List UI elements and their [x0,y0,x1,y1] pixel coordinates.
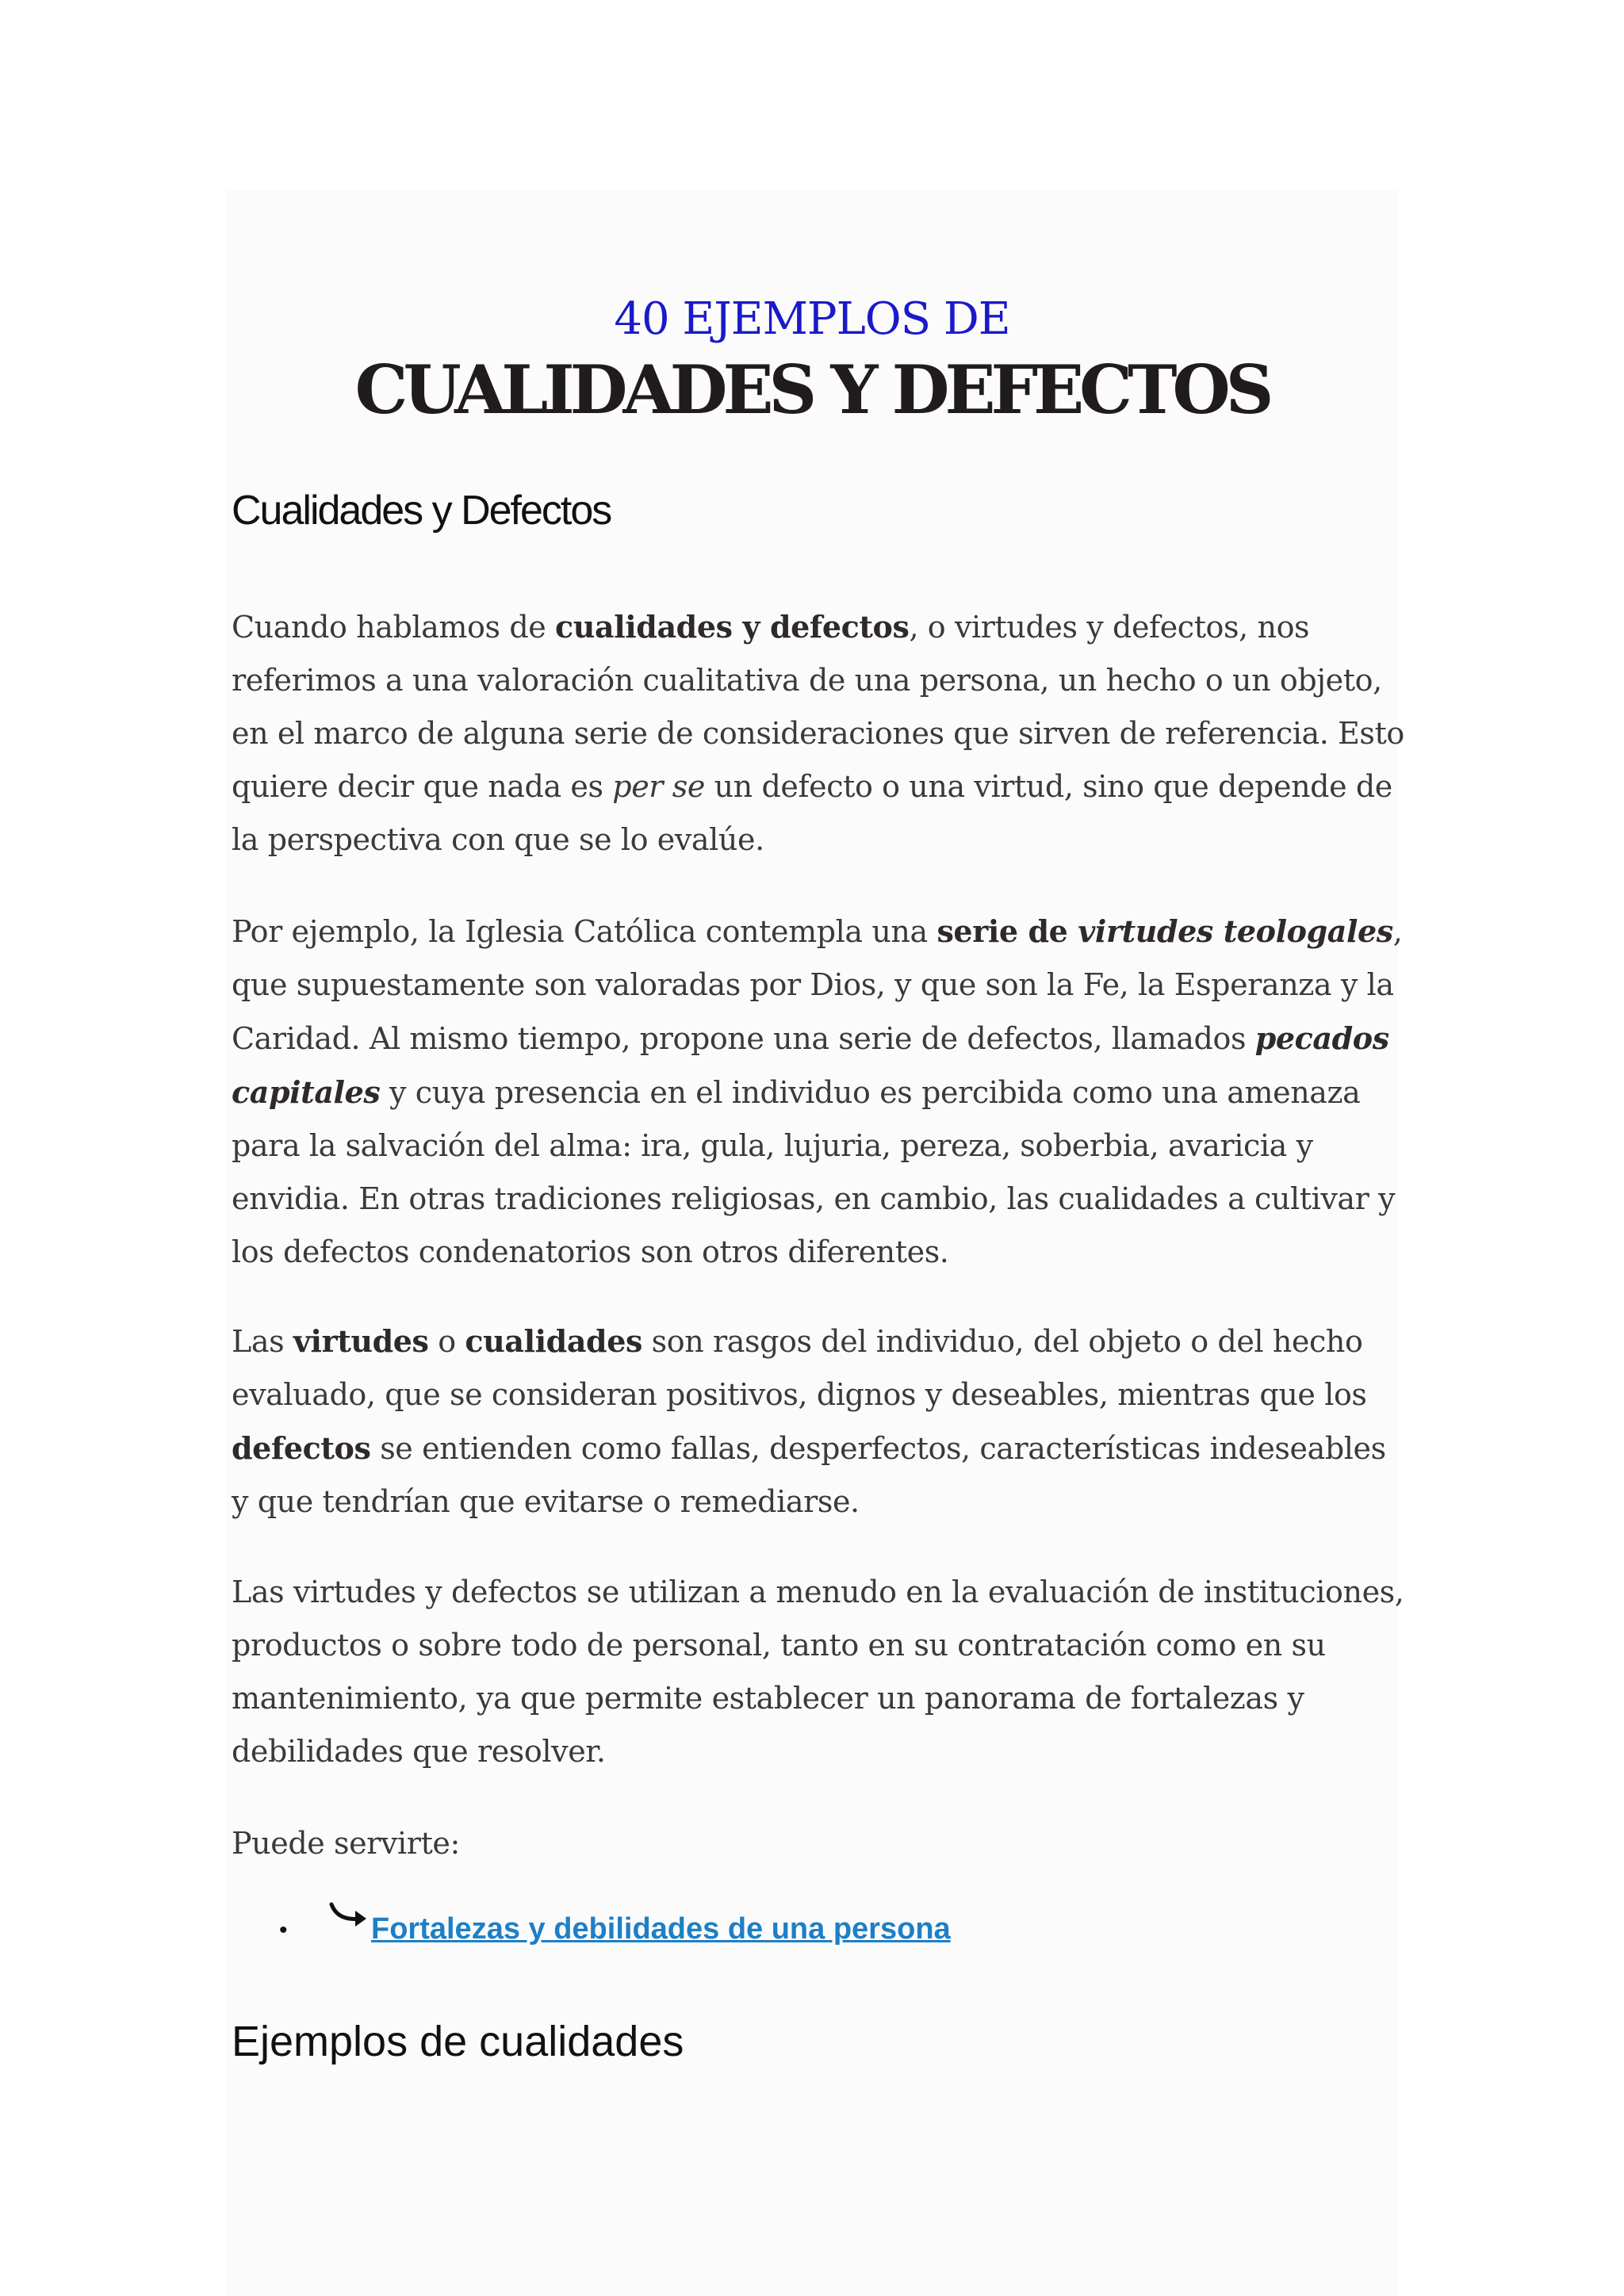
text: Puede servirte: [232,1826,460,1861]
paragraph-2 [232,905,1405,1279]
bold-italic-text: pecados capitales [232,1020,1389,1110]
text: , o virtudes y defectos, nos referimos a una valoración cualitativa de una persona, un hecho o un objeto, en el marco de alguna serie de consideraciones que sirven de referencia. Esto quiere decir que nada es [232,610,1404,804]
bold-italic-text: virtudes teologales [1078,913,1393,949]
paragraph-3 [232,1314,1405,1529]
text: Por ejemplo, la Iglesia Católica contempla una [232,914,937,949]
title-top: 40 EJEMPLOS DE [614,293,1010,345]
text: un defecto o una virtud, sino que depende de la perspectiva con que se lo evalúe. [232,769,1392,857]
text: Las [232,1324,293,1359]
bold-text: defectos [232,1430,371,1466]
curved-arrow-icon [328,1901,370,1933]
bold-text: serie de [936,913,1078,949]
text: Cuando hablamos de [232,610,556,645]
text: se entienden como fallas, desperfectos, características indeseables y que tendrían que evitarse o remediarse. [232,1431,1386,1519]
list-bullet: • [279,1917,288,1943]
text: o [428,1324,465,1359]
italic-text: per se [612,769,705,804]
related-link[interactable]: Fortalezas y debilidades de una persona [371,1912,951,1946]
paragraph-4 [232,1566,1405,1778]
paragraph-5 [232,1817,1405,1870]
section-heading: Cualidades y Defectos [232,488,611,534]
examples-heading: Ejemplos de cualidades [232,2018,684,2065]
text: Las virtudes y defectos se utilizan a menudo en la evaluación de instituciones, productos o sobre todo de personal, tanto en su contratación como en su mantenimiento, ya que permite establecer un panorama de fortalezas y debilidades que resolver. [232,1575,1404,1769]
paragraph-1 [232,600,1405,867]
text: , que supuestamente son valoradas por Dios, y que son la Fe, la Esperanza y la Caridad. Al mismo tiempo, propone una serie de defectos, llamados [232,914,1403,1056]
page-title: CUALIDADES Y DEFECTOS [354,350,1270,429]
bold-text: cualidades y defectos [555,609,910,645]
text: son rasgos del individuo, del objeto o del hecho evaluado, que se consideran positivos, dignos y deseables, mientras que los [232,1324,1367,1412]
bold-text: cualidades [465,1323,642,1359]
text: y cuya presencia en el individuo es percibida como una amenaza para la salvación del alma: ira, gula, lujuria, pereza, soberbia, avaricia y envidia. En otras tradiciones religiosas, en cambio, las cualidades a cultivar y los defectos condenatorios son otros diferentes. [232,1075,1396,1269]
bold-text: virtudes [293,1323,429,1359]
